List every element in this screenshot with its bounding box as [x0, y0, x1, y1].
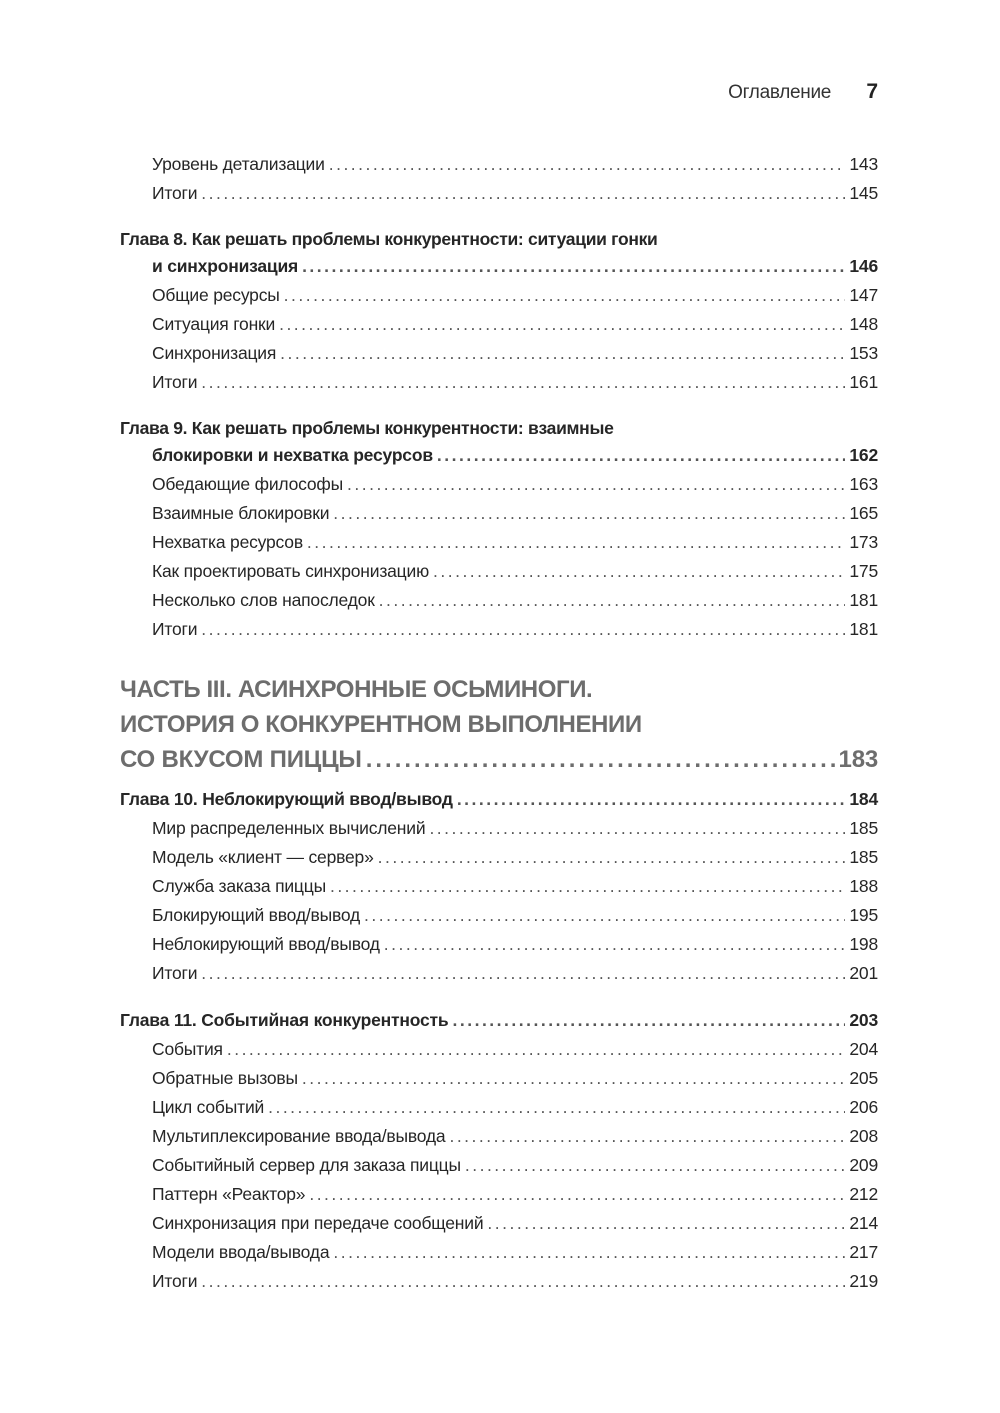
toc-entry: [120, 1093, 878, 1122]
toc-entry: [120, 1180, 878, 1209]
entry-page: 201: [849, 963, 878, 983]
chapter-11-heading: [120, 1006, 878, 1035]
entry-page: 181: [849, 619, 878, 639]
leader-dots: [268, 1093, 845, 1122]
leader-dots: [330, 872, 845, 901]
leader-dots: [201, 615, 845, 644]
leader-dots: [384, 930, 846, 959]
entry-page: 195: [849, 905, 878, 925]
leader-dots: [302, 252, 845, 281]
toc-entry: [120, 1151, 878, 1180]
entry-page: 205: [849, 1068, 878, 1088]
entry-label: Итоги: [152, 1271, 198, 1291]
toc-entry: [120, 843, 878, 872]
entry-page: 161: [849, 372, 878, 392]
entry-page: 181: [849, 590, 878, 610]
entry-label: Уровень детализации: [152, 154, 325, 174]
entry-page: 147: [849, 285, 878, 305]
entry-label: Как проектировать синхронизацию: [152, 561, 429, 581]
entry-page: 175: [849, 561, 878, 581]
entry-page: 208: [849, 1126, 878, 1146]
toc-entry: [120, 557, 878, 586]
chapter-page: 162: [849, 445, 878, 465]
chapter-8-heading: [120, 226, 878, 281]
leader-dots: [309, 1180, 845, 1209]
entry-label: Обратные вызовы: [152, 1068, 298, 1088]
entry-label: Паттерн «Реактор»: [152, 1184, 306, 1204]
entry-label: Итоги: [152, 372, 198, 392]
entry-page: 143: [849, 154, 878, 174]
entry-label: Мир распределенных вычислений: [152, 818, 426, 838]
toc-entry: [120, 1064, 878, 1093]
entry-page: 188: [849, 876, 878, 896]
chapter-9-heading: [120, 415, 878, 470]
leader-dots: [329, 150, 846, 179]
chapter-title: Глава 11. Событийная конкурентность: [120, 1010, 449, 1030]
leader-dots: [333, 499, 845, 528]
leader-dots: [378, 843, 846, 872]
leader-dots: [429, 814, 845, 843]
chapter-title-line: Глава 8. Как решать проблемы конкурентности: ситуации гонки: [120, 229, 658, 249]
entry-page: 204: [849, 1039, 878, 1059]
leader-dots: [453, 1006, 846, 1035]
toc-entry: [120, 1122, 878, 1151]
toc-entry: [120, 150, 878, 179]
entry-label: Модели ввода/вывода: [152, 1242, 330, 1262]
chapter-title-line: блокировки и нехватка ресурсов: [152, 445, 433, 465]
leader-dots: [279, 310, 845, 339]
part-title-line: ЧАСТЬ III. АСИНХРОННЫЕ ОСЬМИНОГИ.: [120, 676, 593, 703]
leader-dots: [449, 1122, 845, 1151]
entry-label: Ситуация гонки: [152, 314, 276, 334]
leader-dots: [465, 1151, 846, 1180]
toc-entry: [120, 1209, 878, 1238]
toc-entry: [120, 310, 878, 339]
entry-label: События: [152, 1039, 223, 1059]
leader-dots: [280, 339, 845, 368]
chapter-title: Глава 10. Неблокирующий ввод/вывод: [120, 789, 453, 809]
toc-entry: [120, 901, 878, 930]
entry-page: 165: [849, 503, 878, 523]
part-3-heading: [120, 672, 878, 777]
leader-dots: [364, 901, 845, 930]
leader-dots: [433, 557, 845, 586]
toc-entry: [120, 1035, 878, 1064]
entry-label: Итоги: [152, 963, 198, 983]
entry-label: Модель «клиент — сервер»: [152, 847, 374, 867]
entry-page: 219: [849, 1271, 878, 1291]
entry-label: Итоги: [152, 183, 198, 203]
toc-entry: [120, 179, 878, 208]
entry-page: 206: [849, 1097, 878, 1117]
entry-page: 198: [849, 934, 878, 954]
running-header: [0, 80, 878, 104]
entry-label: Блокирующий ввод/вывод: [152, 905, 361, 925]
entry-page: 148: [849, 314, 878, 334]
toc-entry: [120, 586, 878, 615]
part-page: 183: [838, 746, 878, 773]
entry-page: 153: [849, 343, 878, 363]
entry-page: 212: [849, 1184, 878, 1204]
entry-page: 185: [849, 847, 878, 867]
leader-dots: [347, 470, 845, 499]
leader-dots: [201, 959, 845, 988]
leader-dots: [379, 586, 846, 615]
toc-entry: [120, 528, 878, 557]
entry-label: Несколько слов напоследок: [152, 590, 375, 610]
toc-entry: [120, 1238, 878, 1267]
entry-label: Мультиплексирование ввода/вывода: [152, 1126, 446, 1146]
chapter-10-heading: [120, 785, 878, 814]
entry-label: Обедающие философы: [152, 474, 343, 494]
part-title-line: ИСТОРИЯ О КОНКУРЕНТНОМ ВЫПОЛНЕНИИ: [120, 711, 642, 738]
chapter-page: 184: [849, 789, 878, 809]
entry-page: 145: [849, 183, 878, 203]
leader-dots: [201, 368, 845, 397]
leader-dots: [333, 1238, 845, 1267]
entry-label: Цикл событий: [152, 1097, 265, 1117]
part-title-line: СО ВКУСОМ ПИЦЦЫ: [120, 746, 362, 773]
entry-label: Неблокирующий ввод/вывод: [152, 934, 380, 954]
leader-dots: [201, 179, 845, 208]
entry-label: Итоги: [152, 619, 198, 639]
toc-entry: [120, 470, 878, 499]
chapter-title-line: и синхронизация: [152, 256, 299, 276]
chapter-page: 146: [849, 256, 878, 276]
entry-label: Событийный сервер для заказа пиццы: [152, 1155, 461, 1175]
leader-dots: [457, 785, 846, 814]
toc-entry: [120, 930, 878, 959]
leader-dots: [437, 441, 846, 470]
chapter-title-line: Глава 9. Как решать проблемы конкурентности: взаимные: [120, 418, 614, 438]
entry-page: 209: [849, 1155, 878, 1175]
entry-page: 185: [849, 818, 878, 838]
leader-dots: [201, 1267, 845, 1296]
toc-entry: [120, 499, 878, 528]
table-of-contents: [120, 150, 878, 1296]
page-number: 7: [866, 80, 878, 103]
chapter-page: 203: [849, 1010, 878, 1030]
entry-label: Взаимные блокировки: [152, 503, 330, 523]
entry-page: 217: [849, 1242, 878, 1262]
toc-entry: [120, 1267, 878, 1296]
leader-dots: [487, 1209, 845, 1238]
entry-label: Синхронизация: [152, 343, 277, 363]
entry-label: Нехватка ресурсов: [152, 532, 303, 552]
entry-label: Общие ресурсы: [152, 285, 280, 305]
toc-entry: [120, 872, 878, 901]
toc-entry: [120, 959, 878, 988]
toc-entry: [120, 339, 878, 368]
entry-page: 163: [849, 474, 878, 494]
leader-dots: [307, 528, 845, 557]
leader-dots: [227, 1035, 846, 1064]
entry-page: 214: [849, 1213, 878, 1233]
entry-page: 173: [849, 532, 878, 552]
leader-dots: [366, 742, 835, 777]
entry-label: Синхронизация при передаче сообщений: [152, 1213, 484, 1233]
leader-dots: [302, 1064, 846, 1093]
toc-entry: [120, 615, 878, 644]
toc-entry: [120, 368, 878, 397]
leader-dots: [284, 281, 846, 310]
entry-label: Служба заказа пиццы: [152, 876, 326, 896]
header-title: Оглавление: [728, 82, 832, 103]
toc-entry: [120, 814, 878, 843]
toc-entry: [120, 281, 878, 310]
